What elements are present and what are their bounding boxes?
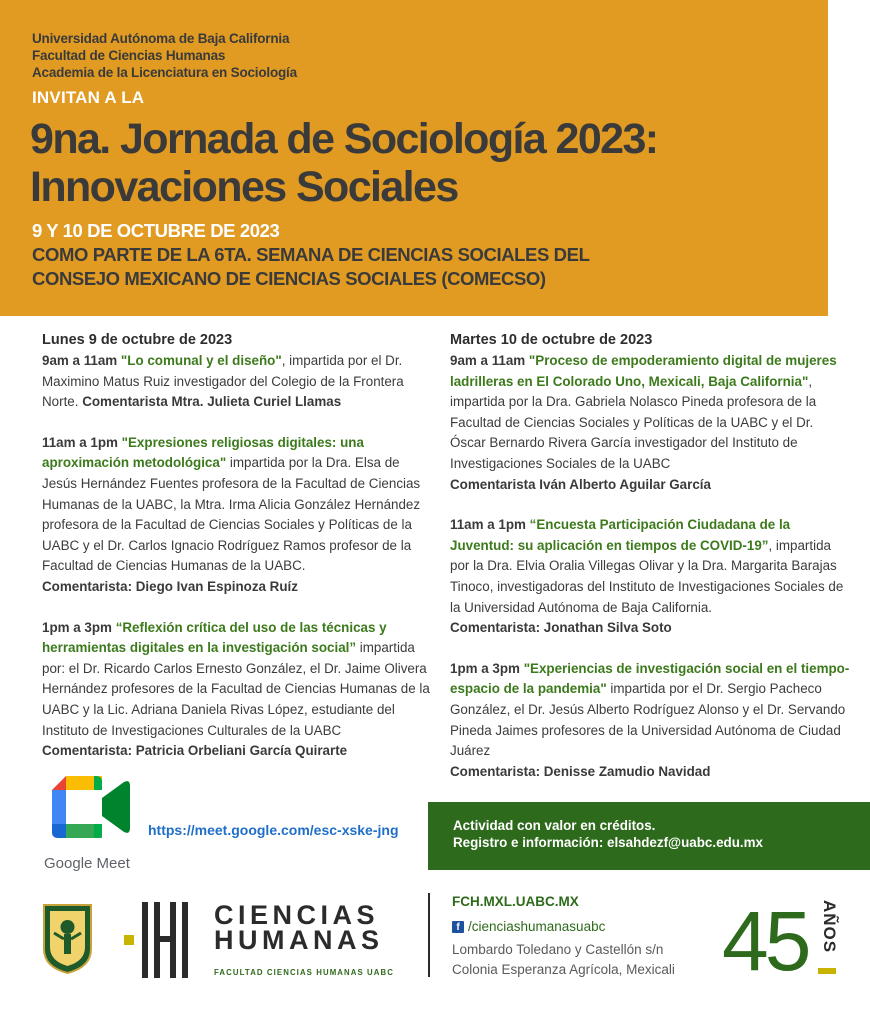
day1-program <box>42 330 436 782</box>
day2-session-2 <box>450 515 850 639</box>
session-time: 1pm a 3pm <box>42 619 116 635</box>
address-line2: Colonia Esperanza Agrícola, Mexicali <box>452 962 675 977</box>
registration-contact[interactable]: Registro e información: elsahdezf@uabc.edu.mx <box>453 835 763 850</box>
session-description: impartida por: el Dr. Ricardo Carlos Ernesto González, el Dr. Jaime Olivera Hernández profesores de la Facultad de Ciencias Humanas de la UABC y la Lic. Adriana Daniela Rivas López, estudiante del Instituto de Investigaciones Culturales de la UABC <box>42 640 430 738</box>
session-talk-title: “Encuesta Participación Ciudadana de la Juventud: su aplicación en tiempos de COVID-19” <box>450 517 791 553</box>
registration-banner <box>428 802 870 870</box>
facebook-handle-row[interactable] <box>452 919 605 934</box>
org-line-faculty: Facultad de Ciencias Humanas <box>32 48 226 63</box>
session-description: , impartida por el Dr. Maximino Matus Ruiz investigador del Colegio de la Frontera Norte. <box>42 353 404 410</box>
facebook-icon: f <box>452 921 464 933</box>
day2-title: Martes 10 de octubre de 2023 <box>450 332 653 348</box>
session-talk-title: "Lo comunal y el diseño" <box>120 353 282 368</box>
session-time: 11am a 1pm <box>42 434 122 450</box>
org-line-university: Universidad Autónoma de Baja California <box>32 31 290 46</box>
session-commentator: Comentarista: Patricia Orbeliani García Quirarte <box>42 743 348 759</box>
event-context-line1: COMO PARTE DE LA 6TA. SEMANA DE CIENCIAS SOCIALES DEL <box>32 244 590 265</box>
session-time: 9am a 11am <box>450 353 529 368</box>
day1-session-3 <box>42 618 436 762</box>
event-context-line2: CONSEJO MEXICANO DE CIENCIAS SOCIALES (COMECSO) <box>32 268 546 289</box>
session-commentator: Comentarista: Jonathan Silva Soto <box>450 620 672 636</box>
day1-session-1 <box>42 351 436 413</box>
session-commentator: Comentarista Mtra. Julieta Curiel Llamas <box>82 394 342 410</box>
day1-title: Lunes 9 de octubre de 2023 <box>42 332 233 348</box>
google-meet-icon <box>52 776 130 838</box>
anniversary-number: 45 <box>722 894 808 980</box>
faculty-website[interactable]: FCH.MXL.UABC.MX <box>452 894 579 909</box>
session-commentator: Comentarista: Denisse Zamudio Navidad <box>450 763 711 779</box>
session-talk-title: “Reflexión crítica del uso de las técnicas y herramientas digitales en la investigación social” <box>42 619 387 656</box>
facebook-handle: /cienciashumanasuabc <box>468 919 606 934</box>
45-anniversary-logo <box>722 888 842 980</box>
session-talk-title: "Expresiones religiosas digitales: una aproximación metodológica" <box>42 434 364 471</box>
meet-link[interactable]: https://meet.google.com/esc-xske-jng <box>148 822 399 838</box>
header-banner <box>0 0 828 316</box>
session-description: impartida por la Dra. Elsa de Jesús Hernández Fuentes profesora de la Facultad de Ciencias Humanas de la UABC, la Mtra. Irma Alicia González Hernández profesora de la Facultad de Ciencias Sociales y Políticas de la UABC y el Dr. Carlos Ignacio Rodríguez Ramos profesor de la Facultad de Ciencias Humanas de la UABC. <box>42 455 421 574</box>
ciencias-humanas-logo-icon <box>124 902 194 978</box>
day2-program <box>450 330 850 802</box>
session-talk-title: "Experiencias de investigación social en el tiempo-espacio de la pandemia" <box>450 660 850 697</box>
uabc-crest-icon <box>40 903 95 975</box>
google-meet-label: Google Meet <box>44 855 130 872</box>
ciencias-humanas-line1: CIENCIAS <box>214 900 380 930</box>
event-dates: 9 Y 10 DE OCTUBRE DE 2023 <box>32 220 280 241</box>
event-title-line1: 9na. Jornada de Sociología 2023: <box>30 115 658 163</box>
day2-session-1 <box>450 351 850 495</box>
session-description: , impartida por la Dra. Elvia Oralia Villegas Olivar y la Dra. Margarita Barajas Tinoco, investigadoras del Instituto de Investigaciones Sociales de la Universidad Autónoma de Baja California. <box>450 537 844 615</box>
day1-session-2 <box>42 433 436 598</box>
session-description: , impartida por la Dra. Gabriela Nolasco Pineda profesora de la Facultad de Ciencias Sociales y Políticas de la UABC y el Dr. Óscar Bernardo Rivera García investigador del Instituto de Investigaciones Sociales de la UABC <box>450 373 817 471</box>
address-line1: Lombardo Toledano y Castellón s/n <box>452 942 664 957</box>
session-description: impartida por el Dr. Sergio Pacheco González, el Dr. Jesús Alberto Rodríguez Alonso y el Dr. Servando Pineda Jaimes profesores de la Universidad Autónoma de Ciudad Juárez <box>450 681 846 759</box>
session-time: 1pm a 3pm <box>450 660 524 676</box>
session-time: 11am a 1pm <box>450 517 530 533</box>
org-line-academy: Academia de la Licenciatura en Sociología <box>32 65 297 80</box>
session-commentator: Comentarista: Diego Ivan Espinoza Ruíz <box>42 578 298 594</box>
ciencias-humanas-line2: HUMANAS <box>214 925 384 955</box>
faculty-subtitle: FACULTAD CIENCIAS HUMANAS UABC <box>214 968 394 977</box>
session-talk-title: "Proceso de empoderamiento digital de mujeres ladrilleras en El Colorado Uno, Mexicali, Baja California" <box>450 353 837 389</box>
credits-note: Actividad con valor en créditos. <box>453 818 656 833</box>
session-commentator: Comentarista Iván Alberto Aguilar García <box>450 476 711 492</box>
session-time: 9am a 11am <box>42 353 121 368</box>
anniversary-word: AÑOS <box>820 900 839 954</box>
event-title-line2: Innovaciones Sociales <box>30 163 458 211</box>
day2-session-3 <box>450 659 850 783</box>
invite-text: INVITAN A LA <box>32 88 145 107</box>
footer-divider <box>428 893 430 977</box>
